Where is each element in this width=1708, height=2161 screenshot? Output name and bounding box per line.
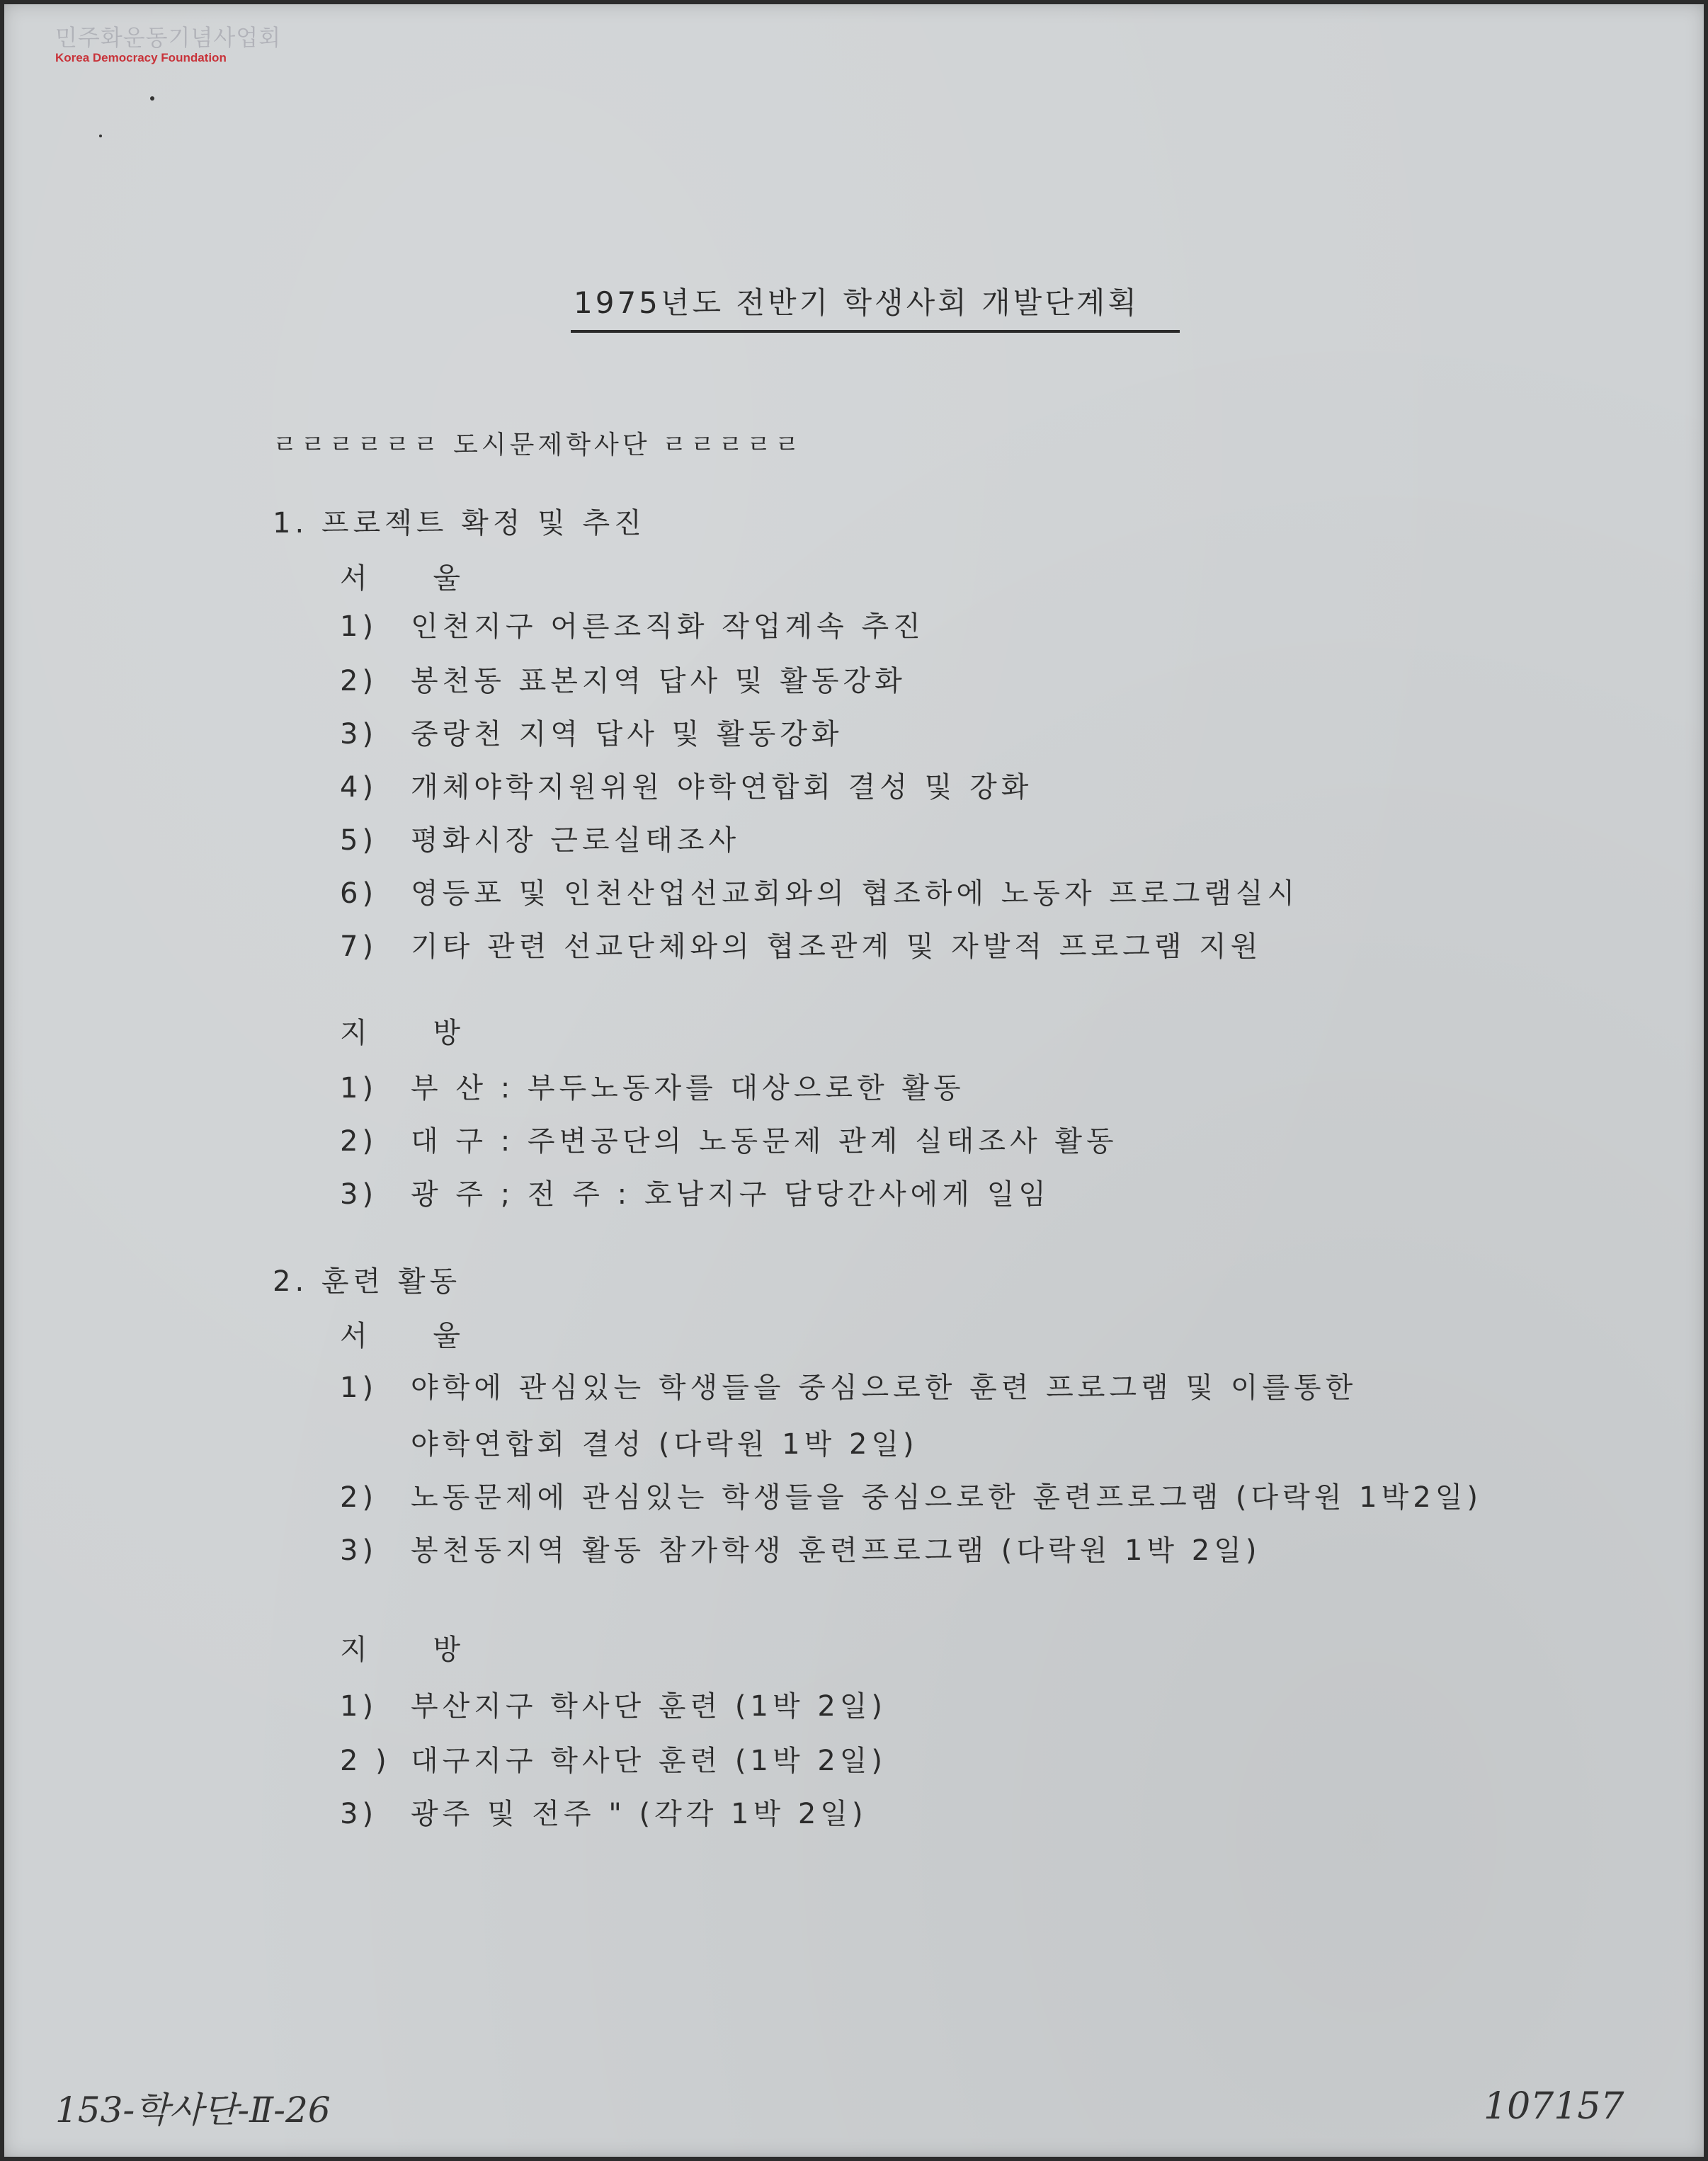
archive-number-handwritten: 107157 — [1484, 2085, 1624, 2128]
list-item: 5) 평화시장 근로실태조사 — [340, 824, 741, 857]
list-item: 3) 광 주 ; 전 주 : 호남지구 담당간사에게 일임 — [340, 1178, 1050, 1211]
ink-speck — [150, 96, 154, 101]
section1-seoul-label: 서 울 — [340, 562, 489, 595]
page-title: 1975년도 전반기 학생사회 개발단계획 — [574, 285, 1139, 320]
list-item: 3) 광주 및 전주 " (각각 1박 2일) — [340, 1798, 867, 1830]
title-underline — [571, 330, 1180, 333]
section-header: ㄹㄹㄹㄹㄹㄹ 도시문제학사단 ㄹㄹㄹㄹㄹ — [273, 431, 803, 460]
list-item: 2 ) 대구지구 학사단 훈련 (1박 2일) — [340, 1745, 887, 1777]
watermark-english: Korea Democracy Foundation — [55, 51, 227, 64]
section1-heading: 1. 프로젝트 확정 및 추진 — [273, 507, 646, 540]
list-item: 2) 대 구 : 주변공단의 노동문제 관계 실태조사 활동 — [340, 1125, 1118, 1158]
list-item: 2) 봉천동 표본지역 답사 및 활동강화 — [340, 665, 906, 697]
list-item: 1) 부 산 : 부두노동자를 대상으로한 활동 — [340, 1072, 965, 1105]
list-item: 6) 영등포 및 인천산업선교회와의 협조하에 노동자 프로그램실시 — [340, 877, 1299, 910]
list-item: 1) 인천지구 어른조직화 작업계속 추진 — [340, 610, 925, 643]
section1-region-label: 지 방 — [340, 1017, 489, 1049]
list-item: 1) 부산지구 학사단 훈련 (1박 2일) — [340, 1690, 887, 1723]
ink-speck — [99, 135, 102, 137]
list-item: 7) 기타 관련 선교단체와의 협조관계 및 자발적 프로그램 지원 — [340, 930, 1263, 963]
list-item-continuation: 야학연합회 결성 (다락원 1박 2일) — [411, 1428, 918, 1461]
foundation-watermark — [55, 20, 281, 65]
archive-code-handwritten: 153-학사단-Ⅱ-26 — [55, 2089, 331, 2131]
list-item: 3) 봉천동지역 활동 참가학생 훈련프로그램 (다락원 1박 2일) — [340, 1534, 1261, 1567]
section2-seoul-label: 서 울 — [340, 1320, 489, 1352]
list-item: 1) 야학에 관심있는 학생들을 중심으로한 훈련 프로그램 및 이를통한 — [340, 1372, 1357, 1404]
list-item: 2) 노동문제에 관심있는 학생들을 중심으로한 훈련프로그램 (다락원 1박2일) — [340, 1481, 1482, 1514]
watermark-korean: 민주화운동기념사업회 — [55, 24, 282, 51]
list-item: 4) 개체야학지원위원 야학연합회 결성 및 강화 — [340, 771, 1033, 804]
section2-region-label: 지 방 — [340, 1633, 489, 1666]
section2-heading: 2. 훈련 활동 — [273, 1265, 462, 1298]
list-item: 3) 중랑천 지역 답사 및 활동강화 — [340, 718, 843, 751]
